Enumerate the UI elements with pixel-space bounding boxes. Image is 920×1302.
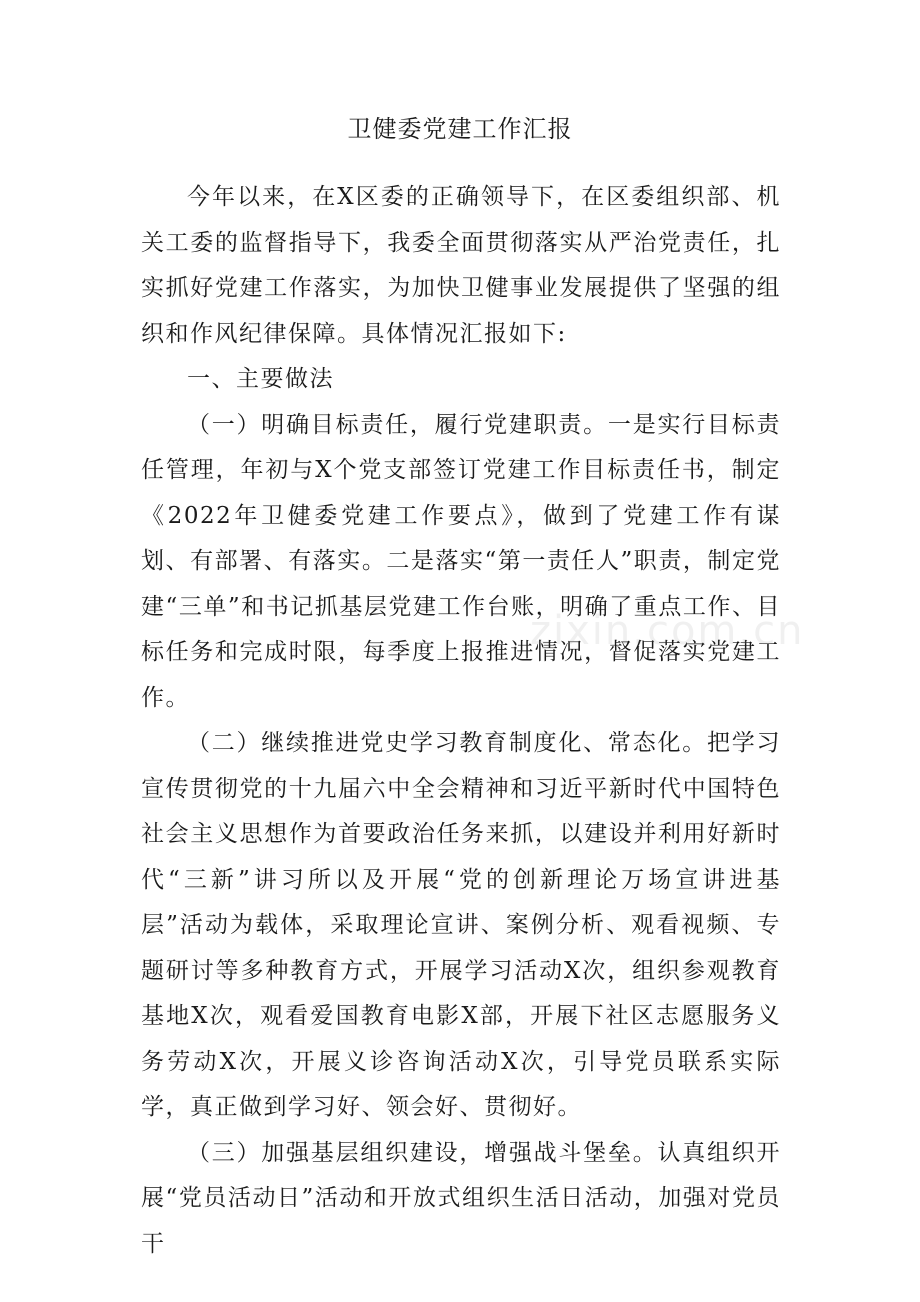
section-heading: 一、主要做法 [187, 366, 334, 392]
watermark: zixin.com.cn [530, 608, 805, 654]
paragraph-section-3: （三）加强基层组织建设，增强战斗堡垒。认真组织开展“党员活动日”活动和开放式组织生活日活动，加强对党员干 [141, 1139, 781, 1257]
paragraph-section-2: （二）继续推进党史学习教育制度化、常态化。把学习宣传贯彻党的十九届六中全会精神和习近平新时代中国特色社会主义思想作为首要政治任务来抓，以建设并利用好新时代“三新”讲习所以及开展“党的创新理论万场宣讲进基层”活动为载体，采取理论宣讲、案例分析、观看视频、专题研讨等多种教育方式，开展学习活动X次，组织参观教育基地X次，观看爱国教育电影X部，开展下社区志愿服务义务劳动X次，开展义诊咨询活动X次，引导党员联系实际学，真正做到学习好、领会好、贯彻好。 [141, 730, 781, 1120]
document-title: 卫健委党建工作汇报 [347, 115, 573, 143]
paragraph-section-1: （一）明确目标责任，履行党建职责。一是实行目标责任管理，年初与X个党支部签订党建工作目标责任书，制定《2022年卫健委党建工作要点》，做到了党建工作有谋划、有部署、有落实。二是落实“第一责任人”职责，制定党建“三单”和书记抓基层党建工作台账，明确了重点工作、目标任务和完成时限，每季度上报推进情况，督促落实党建工作。 [141, 411, 781, 711]
document-body [141, 175, 781, 1267]
paragraph-intro: 今年以来，在X区委的正确领导下，在区委组织部、机关工委的监督指导下，我委全面贯彻落实从严治党责任，扎实抓好党建工作落实，为加快卫健事业发展提供了坚强的组织和作风纪律保障。具体情况汇报如下: [141, 184, 781, 347]
